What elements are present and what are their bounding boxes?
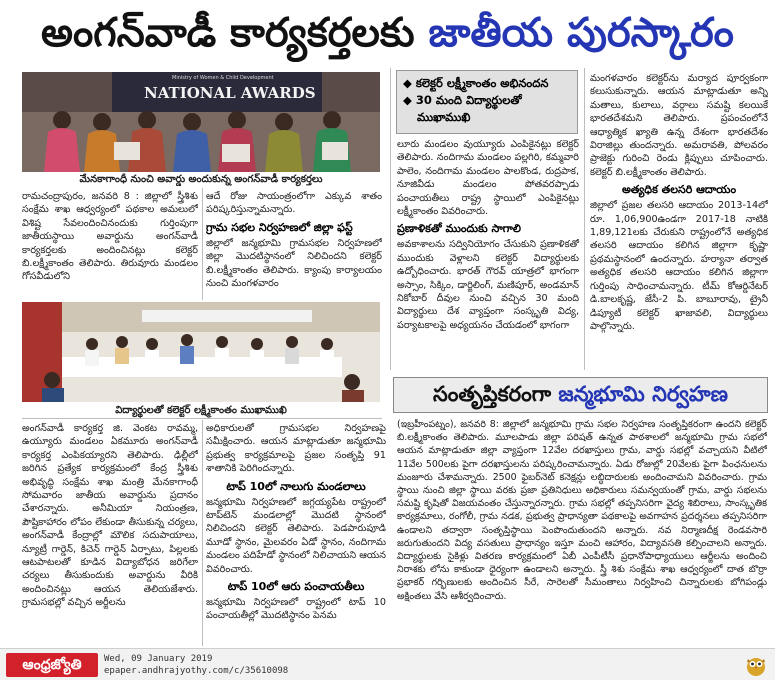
col3-text <box>397 138 579 374</box>
paragraph: జన్మభూమి నిర్వహణలో జగ్గయ్యపేట రాష్ట్రంలో టాప్‌టెన్ మండలాల్లో మొదటి స్థానంలో నిలిచిందని కలెక్టర్ తెలిపారు. పెడపారుపూడి మూడో స్థానం, మైలవరం ఏడో స్థానం, నందిగామ మండలం పదిహేడో స్థానంలో నిలిచాయని ఆయన వివరించారు. <box>206 496 386 575</box>
column-divider <box>202 188 203 300</box>
paragraph: జన్మభూమి నిర్వహణలో రాష్ట్రంలో టాప్ 10 పంచాయతీల్లో మొదటిస్థానం పెనమ <box>206 597 386 622</box>
headline-part1: అంగన్‌వాడీ కార్యకర్తలకు <box>41 10 415 56</box>
highlight-item: ముఖాముఖి <box>417 110 471 124</box>
col2-top-text <box>206 190 382 300</box>
subhead-top10-mandals: టాప్ 10లో నాలుగు మండలాలు <box>226 479 366 493</box>
row-divider <box>22 418 382 419</box>
second-story-text <box>397 418 767 646</box>
paragraph: రామచంద్రాపురం, జనవరి 8 : జిల్లాలో స్త్రీశిశు సంక్షేమ శాఖ ఆధ్వర్యంలో పథకాల అమలులో విశిష్ట సేవలందించినందుకు గుర్తింపుగా జాతీయస్థాయి అవార్డును అంగన్‌వాడీ కార్యకర్తలకు అందించినట్లు కలెక్టర్ బి.లక్ష్మీకాంతం తెలిపారు. తిరువూరు మండలం గోసవీడులోని <box>22 191 198 283</box>
highlights-box <box>396 70 578 134</box>
paragraph: మంగళవారం కలెక్టర్‌ను మర్యాద పూర్వకంగా కలుసుకున్నారు. ఆయన మాట్లాడుతూ అన్ని మతాలు, కులాలు, వర్గాలు సమష్టి కలయికే భారతదేశమని తెలిపారు. ప్రపంచంలోనే ఆధ్యాత్మిక ఖ్యాతి ఉన్న దేశంగా భారతదేశం విరాజిల్లు తుందన్నారు. అమరావతి, పోలవరం ప్రాజెక్టు గురించి రెండు క్లిప్పులు చూపించారు. కలెక్టర్ బి.లక్ష్మీకాంతం తెలిపారు. <box>590 73 768 178</box>
second-headline-part2: జన్మభూమి నిర్వహణ <box>558 382 728 406</box>
collector-students-photo <box>22 302 380 402</box>
column-divider <box>202 420 203 646</box>
photo-banner-main: NATIONAL AWARDS <box>144 84 316 102</box>
subhead-top10-panchayats: టాప్ 10లో ఆరు పంచాయతీలు <box>227 580 365 594</box>
highlight-item: ◆ 30 మంది విద్యార్థులతో <box>403 93 522 107</box>
publication-date: Wed, 09 January 2019 <box>104 654 213 664</box>
footer-meta <box>104 653 288 677</box>
owl-icon <box>745 653 767 677</box>
paragraph: అధికారులతో గ్రామసభల నిర్వహణపై సమీక్షించారు. ఆయన మాట్లాడుతూ జన్మభూమి ప్రభుత్వ కార్యక్రమాలపై ప్రజల సంతృప్తి 91 శాతానికి పెరిగిందన్నారు. <box>206 423 386 475</box>
highlight-item: ◆ కలెక్టర్ లక్ష్మీకాంతం అభినందన <box>403 76 549 90</box>
col2-bottom-text <box>206 422 386 646</box>
second-headline-part1: సంతృప్తికరంగా <box>433 382 552 406</box>
subhead-plan-ahead: ప్రణాళికతో ముందుకు సాగాలి <box>397 222 521 236</box>
newspaper-logo[interactable]: ఆంధ్రజ్యోతి <box>6 653 98 677</box>
award-ceremony-photo <box>22 72 380 172</box>
column-divider <box>390 68 391 370</box>
col1-bottom-text <box>22 422 198 646</box>
epaper-url[interactable]: epaper.andhrajyothy.com/c/35610098 <box>104 666 289 676</box>
photo1-caption: మేనకాగాంధీ నుంచి అవార్డు అందుకున్న అంగన్‌వాడీ కార్యకర్తలు <box>79 174 323 185</box>
paragraph: (ఇబ్రహీంపట్నం), జనవరి 8: జిల్లాలో జన్మభూమి గ్రామ సభల నిర్వహణ సంతృప్తికరంగా ఉందని కలెక్టర్ బి.లక్ష్మీకాంతం తెలిపారు. మూలపాడు జిల్లా పరిషత్ ఉన్నత పాఠశాలలో జన్మభూమి గ్రామ సభలో ఆయన మాట్లాడుతూ జిల్లా వ్యాప్తంగా 12వేల దరఖాస్తులు గ్రామ, వార్డు సభల్లో వచ్చాయని వీటిలో 11వేల 500లకు పైగా దరఖాస్తులను పరిష్కరించామన్నారు. ఏడు రోజుల్లో 20వేలకు పైగా పింఛనులను మంజూరు చేశామన్నారు. 2500 ఫైబర్‌నెట్ కనెక్షన్లు లబ్ధిదారులకు అందించామని వివరించారు. గ్రామ స్థాయి నుంచి జిల్లా స్థాయి వరకు ప్రజా ప్రతినిధులు అధికారులు సమన్వయంతో గ్రామ, వార్డు సభలను సమష్టి కృషితో విజయవంతం చేస్తున్నారన్నారు. గ్రామ సభల్లో తప్పనిసరిగా వైద్య శిబిరాలు, సాంస్కృతిక కార్యక్రమాలు, రంగోలీ, గ్రామ నడక, ప్రభుత్వ ప్రాధాన్యతా పథకాలపై అవగాహన ప్రదర్శనలు తప్పనిసరిగా ఉండాలని తద్వారా సంతృప్తిస్థాయి పెంపొందుతుందని అన్నారు. నవ నిర్మాణదీక్ష రెండవసారి జరుగుతుందని విద్య వసతులు ప్రాధాన్యం ఇస్తూ మంచి ఆహారం, విద్యావసతి కల్పించాలని అన్నారు. విద్యార్థులకు సైకిళ్లు వితరణ కార్యక్రమంలో ఏబీ ఎంపీటీసీ ప్రధానోపాధ్యాయులు ఆర్జీలను అందించి నిరాశకు లోను కాకుండా ధైర్యంగా ఉండాలని అన్నారు. స్త్రీ శిశు సంక్షేమ శాఖ ఆధ్వర్యంలో దాత బొర్రా ప్రభాకర్ గర్భిణులకు అందించిన సీరే, సారెలతో సీమంతాలు నిర్వహించి చిన్నారులకు బోగిపండ్లు అక్షింతలు వేసి ఆశీర్వదించారు. <box>397 419 767 602</box>
paragraph: జిల్లాలో ప్రజల తలసరి ఆదాయం 2013-14లో రూ. 1,06,900ఉండగా 2017-18 నాటికి 1,89,121లకు చేరుకుని రాష్ట్రంలోనే అత్యధిక తలసరి ఆదాయం కలిగిన జిల్లాగా కృష్ణా ప్రథమస్థానంలో ఉందన్నారు. హర్యానా తర్వాత అత్యధిక తలసరి ఆదాయం కలిగిన జిల్లాగా గుర్తింపు సాధించామన్నారు. టీమ్ కోఆర్డినేటర్ డి.బాలకృష్ణ, జేసీ-2 పి. బాబూరావు, ట్రైనీ డిప్యూటీ కలెక్టర్ ఖాజావలి, విద్యార్థులు పాల్గొన్నారు. <box>590 200 768 332</box>
paragraph: అవకాశాలను సద్వినియోగం చేసుకుని ప్రణాళికతో ముందుకు వెళ్లాలని కలెక్టర్ విద్యార్థులకు ఉద్బోధించారు. భారత్ గౌరవ్ యాత్రలో భాగంగా అస్సాం, సిక్కిం, డార్జిలింగ్, మణిపూర్, అండమాన్ నికోబార్ దీవుల నుంచి వచ్చిన 30 మంది విద్యార్థులు దేశ వ్యాప్తంగా సంస్కృతి విద్య, పర్యాటకాలపై అధ్యయనం చేయడంలో భాగంగా <box>397 239 579 331</box>
column-divider <box>584 68 585 370</box>
headline <box>6 4 769 62</box>
paragraph: ఆదే రోజు సాయంత్రంలోగా ఎక్కువ శాతం పరిష్కరిస్తున్నామన్నారు. <box>206 191 382 216</box>
photo2-caption: విద్యార్థులతో కలెక్టర్ లక్ష్మీకాంతం ముఖాముఖి <box>115 405 287 416</box>
headline-part2: జాతీయ పురస్కారం <box>428 10 734 56</box>
photo-banner-top: Ministry of Women & Child Development <box>172 75 274 81</box>
second-story-headline <box>393 377 768 413</box>
subhead-per-capita-income: అత్యధిక తలసరి ఆదాయం <box>621 183 737 197</box>
footer <box>0 648 775 680</box>
col1-top-text <box>22 190 198 286</box>
col4-text <box>590 72 768 374</box>
paragraph: జిల్లాలో జన్మభూమి గ్రామసభల నిర్వహణలో జిల్లా మొదటిస్థానంలో నిలిచిందని కలెక్టర్ బి.లక్ష్మీకాంతం తెలిపారు. క్యాంపు కార్యాలయం నుంచి మంగళవారం <box>206 237 382 290</box>
subhead-district-first: గ్రామ సభల నిర్వహణలో జిల్లా ఫస్ట్ <box>206 220 353 234</box>
paragraph: అంగన్‌వాడీ కార్యకర్త జి. వెంకట రావమ్మ, ఉయ్యూరు మండలం ఏకమూరు అంగన్‌వాడీ కార్యకర్త ఎంపికయ్యారని తెలిపారు. ఢిల్లీలో జరిగిన ప్రత్యేక కార్యక్రమంలో కేంద్ర స్త్రీశిశు అభివృద్ధి సంక్షేమ శాఖ మంత్రి మేనకాగాంధీ సోమవారం జాతీయ అవార్డును ప్రదానం చేశారన్నారు. అనీమియా నియంత్రణ, పౌష్టికాహారం లోపం లేకుండా తీసుకున్న చర్యలు, అంగన్‌వాడీ కేంద్రాల్లో మౌలిక సదుపాయాలు, న్యూట్రీ గార్డెన్, కిచెన్ గార్డెన్ ఏర్పాటు, పిల్లలకు ఆటపాటలతో కూడిన విద్యాబోధన జరిగేలా చర్యలు తీసుకుందుకు అవార్డును వీరికి అందించినట్లు ఆయన తెలియజేశారు. గ్రామసభల్లో వచ్చిన అర్జీలను <box>22 423 198 609</box>
paragraph: లూరు మండలం వుయ్యూరు ఎంపికైనట్లు కలెక్టర్ తెలిపారు. నందిగామ మండలం పల్లగిరి, కమ్మవారి పాలెం, నందిగామ మండలం పాలకొండ, రుద్రపాక, నూజివీడు మండలం పోతవరప్పాడు పంచాయతీలు రాష్ట్ర స్థాయిలో ఎంపికైనట్లు లక్ష్మీకాంతం వివరించారు. <box>397 139 579 218</box>
